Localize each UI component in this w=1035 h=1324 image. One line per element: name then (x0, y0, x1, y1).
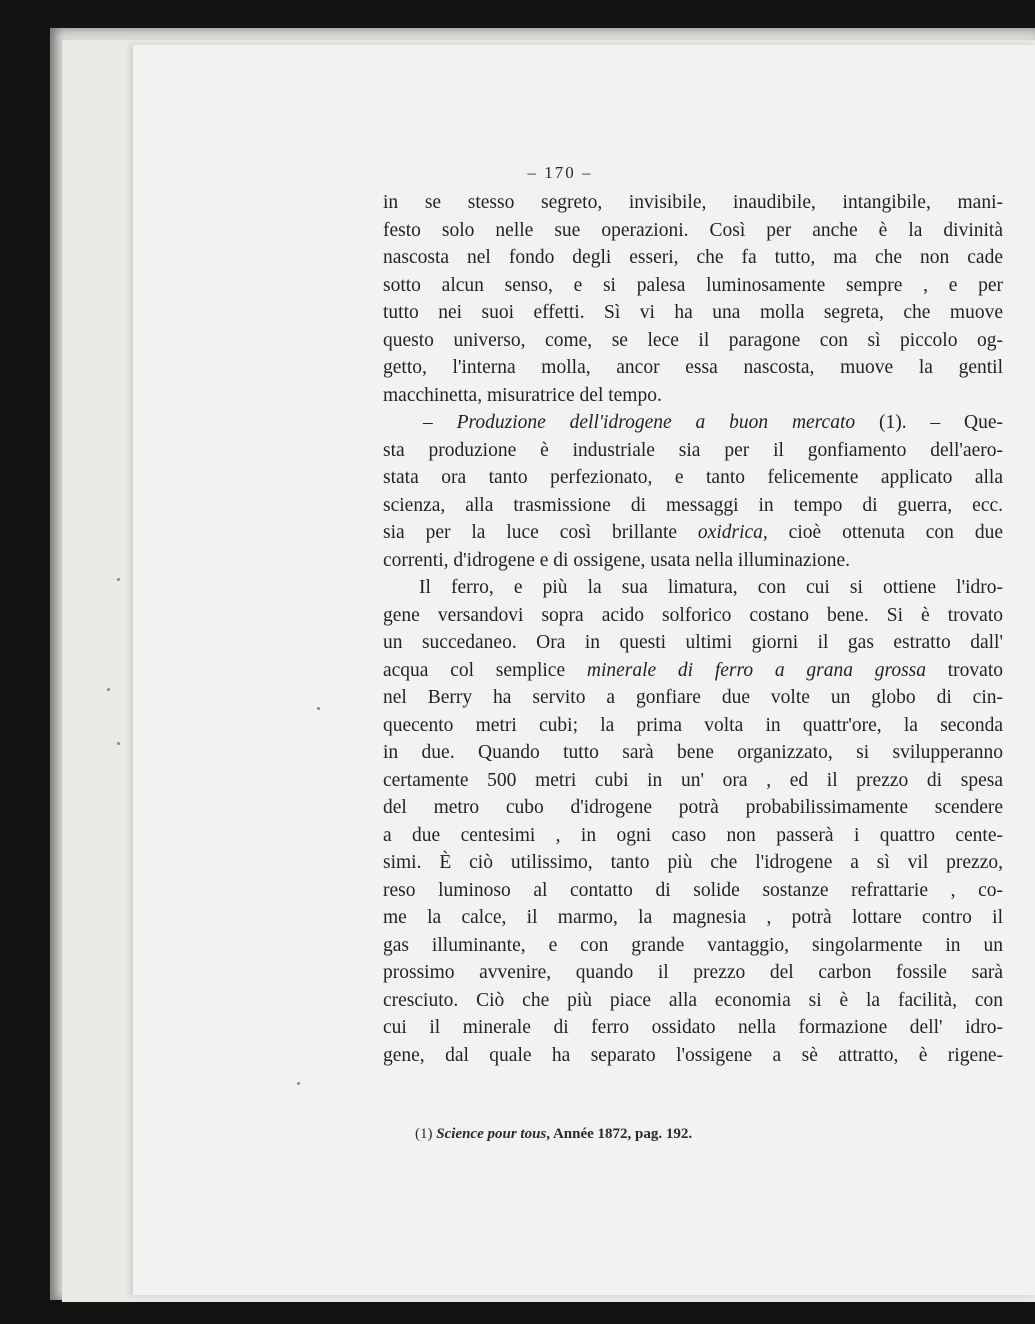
text-line: in due. Quando tutto sarà bene organizzato, si svilupperanno (383, 742, 1003, 763)
text-line: cui il minerale di ferro ossidato nella formazione dell' idro- (383, 1017, 1003, 1038)
text-line: sta produzione è industriale sia per il gonfiamento dell'aero- (383, 439, 1003, 461)
text-run: sia per la luce così brillante (383, 522, 698, 543)
paper-fleck (117, 742, 120, 745)
page-number: – 170 – (527, 163, 593, 182)
text-line: Il ferro, e più la sua limatura, con cui si ottiene l'idro- (419, 577, 1003, 598)
paper-fleck (317, 707, 320, 710)
text-line: reso luminoso al contatto di solide sostanze refrattarie , co- (383, 879, 1003, 901)
text-line: a due centesimi , in ogni caso non passerà i quattro cente- (383, 824, 1003, 846)
text-line: nascosta nel fondo degli esseri, che fa tutto, ma che non cade (383, 247, 1003, 268)
scan-bottom-edge (0, 1302, 1035, 1324)
body-text (383, 189, 1003, 1069)
text-run: – (423, 412, 457, 433)
text-line: correnti, d'idrogene e di ossigene, usata nella illuminazione. (383, 549, 851, 571)
italic-phrase: oxidrica, (697, 522, 768, 543)
footnote-marker: (1) (415, 1126, 437, 1142)
text-line: nel Berry ha servito a gonfiare due volte un globo di cin- (383, 687, 1003, 708)
paper-fleck (107, 688, 110, 691)
text-line: getto, l'interna molla, ancor essa nascosta, muove la gentil (383, 357, 1003, 378)
text-run: (1). – Que- (855, 412, 1003, 433)
text-line: tutto nei suoi effetti. Sì vi ha una molla segreta, che muove (383, 302, 1003, 323)
text-line: del metro cubo d'idrogene potrà probabilissimamente scendere (383, 797, 1003, 818)
text-line: sotto alcun senso, e si palesa luminosamente sempre , e per (383, 274, 1003, 296)
text-line: simi. È ciò utilissimo, tanto più che l'idrogene a sì vil prezzo, (383, 852, 1003, 873)
text-line: un succedaneo. Ora in questi ultimi giorni il gas estratto dall' (383, 632, 1003, 653)
text-line (383, 409, 1003, 437)
text-line: gas illuminante, e con grande vantaggio, singolarmente in un (383, 934, 1003, 956)
text-line: macchinetta, misuratrice del tempo. (383, 384, 662, 406)
text-line: prossimo avvenire, quando il prezzo del carbon fossile sarà (383, 962, 1003, 983)
footnote-details: , Année 1872, pag. 192. (546, 1126, 693, 1142)
italic-phrase: Produzione dell'idrogene a buon mercato (456, 412, 856, 433)
text-line: scienza, alla trasmissione di messaggi in tempo di guerra, ecc. (383, 494, 1003, 516)
footnote-source: Science pour tous (436, 1126, 547, 1142)
text-line: quecento metri cubi; la prima volta in quattr'ore, la seconda (383, 714, 1003, 736)
text-line (383, 657, 1003, 685)
paper-fleck (117, 578, 120, 581)
text-line: in se stesso segreto, invisibile, inaudibile, intangibile, mani- (383, 192, 1003, 213)
text-line: questo universo, come, se lece il paragone con sì piccolo og- (383, 329, 1003, 351)
text-line: gene versandovi sopra acido solforico costano bene. Si è trovato (383, 604, 1003, 626)
text-line: certamente 500 metri cubi in un' ora , ed il prezzo di spesa (383, 769, 1003, 791)
text-run: acqua col semplice (383, 659, 587, 681)
text-line: gene, dal quale ha separato l'ossigene a sè attratto, è rigene- (383, 1044, 1003, 1066)
paper-fleck (297, 1082, 300, 1085)
text-line (383, 519, 1003, 547)
text-run: cioè ottenuta con due (767, 522, 1003, 543)
text-line: festo solo nelle sue operazioni. Così per anche è la divinità (383, 219, 1003, 241)
text-line: stata ora tanto perfezionato, e tanto felicemente applicato alla (383, 467, 1003, 488)
footnote (415, 1126, 975, 1143)
text-line: me la calce, il marmo, la magnesia , potrà lottare contro il (383, 907, 1003, 928)
text-line: cresciuto. Ciò che più piace alla economia si è la facilità, con (383, 989, 1003, 1011)
text-run: trovato (926, 659, 1003, 681)
italic-phrase: minerale di ferro a grana grossa (586, 659, 927, 681)
